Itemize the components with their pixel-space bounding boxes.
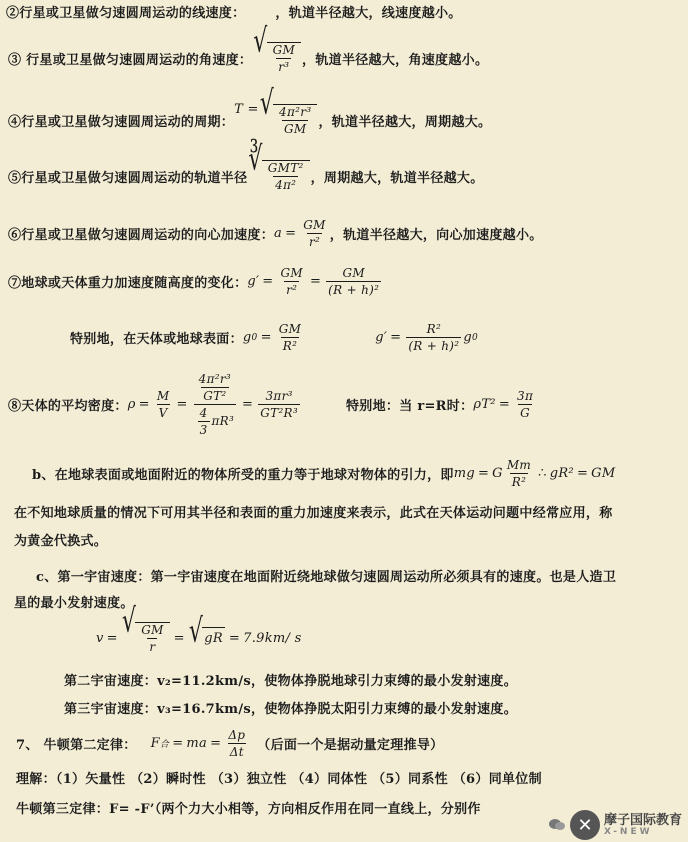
- formula-acceleration: a = $\frac{GM}{\text{r²}}$: [274, 218, 326, 249]
- text: ②行星或卫星做匀速圆周运动的线速度：: [6, 6, 246, 21]
- text: ⑤行星或卫星做匀速圆周运动的轨道半径: [8, 170, 248, 186]
- line-first-cosmic-velocity: [96, 603, 302, 654]
- line-gravity-height: [8, 266, 383, 297]
- line-b2: [14, 502, 613, 521]
- formula-period: T = √ $\frac{\text{4π²r³}}{GM}$: [234, 104, 318, 136]
- wechat-icon: [548, 818, 566, 832]
- text: 第三宇宙速度：v₃=16.7km/s，使物体挣脱太阳引力束缚的最小发射速度。: [64, 702, 518, 717]
- text: 7.9km/ s: [243, 630, 302, 646]
- line-second-cosmic: [64, 670, 517, 689]
- formula-first-velocity: v = √ $\frac{GM}{r}$ = √ gR = 7.9km/ s: [96, 603, 302, 654]
- line-surface-gravity: [70, 322, 478, 353]
- text: 7、 牛顿第二定律：: [16, 738, 137, 753]
- line-third-cosmic: [64, 698, 517, 717]
- text: ⑥行星或卫星做匀速圆周运动的向心加速度：: [8, 228, 275, 243]
- line-c: [36, 566, 616, 585]
- text: ，轨道半径越大，角速度越小。: [302, 52, 489, 68]
- line-understanding: [16, 768, 542, 787]
- formula-newton-second: F 合 = ma = $\frac{\Delta p}{\Delta t}$: [150, 728, 246, 759]
- watermark-sub: X-NEW: [603, 826, 653, 837]
- formula-angular-velocity: √ $\frac{GM}{\text{r³}}$: [252, 42, 302, 74]
- text: ③ 行星或卫星做匀速圆周运动的角速度：: [8, 52, 253, 68]
- formula-orbit-radius: ∛ $\frac{\text{GMT²}}{\text{4π²}}$: [247, 160, 310, 192]
- text: b、在地球表面或地面附近的物体所受的重力等于地球对物体的引力，即: [32, 468, 454, 483]
- line-b: [32, 458, 615, 489]
- formula-g0: g 0 = $\frac{GM}{\text{R²}}$: [242, 322, 302, 353]
- watermark-text: 摩子国际教育: [603, 812, 682, 828]
- line-period: [8, 85, 492, 136]
- line-density: [8, 372, 537, 437]
- line-c2: [14, 592, 134, 611]
- text: ④行星或卫星做匀速圆周运动的周期：: [8, 114, 235, 130]
- text: c、第一宇宙速度：第一宇宙速度在地面附近绕地球做匀速圆周运动所必须具有的速度。也是人造卫: [36, 570, 617, 585]
- text: ⑦地球或天体重力加速度随高度的变化：: [8, 276, 248, 291]
- text: ⑧天体的平均密度：: [8, 399, 128, 414]
- text: 第二宇宙速度：v₂=11.2km/s，使物体挣脱地球引力束缚的最小发射速度。: [64, 674, 518, 689]
- watermark-logo-icon: ✕: [570, 810, 600, 840]
- text: 在不知地球质量的情况下可用其半径和表面的重力加速度来表示，此式在天体运动问题中经常应用，称: [14, 506, 613, 521]
- text: ，周期越大，轨道半径越大。: [310, 170, 484, 186]
- text: 理解：（1）矢量性 （2）瞬时性 （3）独立性 （4）同体性 （5）同系性 （6）同单位制: [16, 772, 542, 787]
- formula-gravity-height: g′ = $\frac{GM}{\text{r²}}$ = $\frac{GM}{\text{(R + h)²}}$: [247, 266, 380, 297]
- text: （后面一个是据动量定理推导）: [257, 738, 444, 753]
- line-newton-third: [16, 798, 481, 817]
- line-newton-second: [16, 728, 443, 759]
- formula-golden: mg = G $\frac{Mm}{\text{R²}}$ ∴ gR² = GM: [453, 458, 616, 489]
- text: 牛顿第三定律：F= -F’（两个力大小相等，方向相反作用在同一直线上，分别作: [16, 802, 481, 817]
- text: 特别地：当 r=R时：: [346, 399, 474, 414]
- text: ，轨道半径越大，周期越大。: [318, 114, 492, 130]
- text: ，轨道半径越大，线速度越小。: [275, 6, 462, 21]
- line-angular-velocity: [8, 23, 489, 74]
- watermark: [548, 810, 682, 840]
- line-linear-velocity: [6, 2, 462, 21]
- formula-density: ρ = $\frac{M}{V}$ = $\frac{\text{4π²r³}}{\text{GT²}}$ $\frac{4}{3}$ πR³ = $\frac{\text{3πr³}}{\text{GT²R³}}$: [127, 372, 298, 437]
- formula-density-special: ρT² = $\frac{3\pi}{G}$: [473, 389, 534, 420]
- line-centripetal-acceleration: [8, 218, 543, 249]
- line-orbit-radius: [8, 141, 484, 192]
- text: 特别地，在天体或地球表面：: [70, 332, 243, 347]
- formula-g-ratio: g′ = $\frac{\text{R²}}{\text{(R + h)²}}$ g 0: [375, 322, 479, 353]
- text: ，轨道半径越大，向心加速度越小。: [329, 228, 543, 243]
- text: 为黄金代换式。: [14, 534, 108, 549]
- watermark-text-group: [604, 814, 682, 837]
- line-b3: [14, 530, 107, 549]
- text: 星的最小发射速度。: [14, 596, 134, 611]
